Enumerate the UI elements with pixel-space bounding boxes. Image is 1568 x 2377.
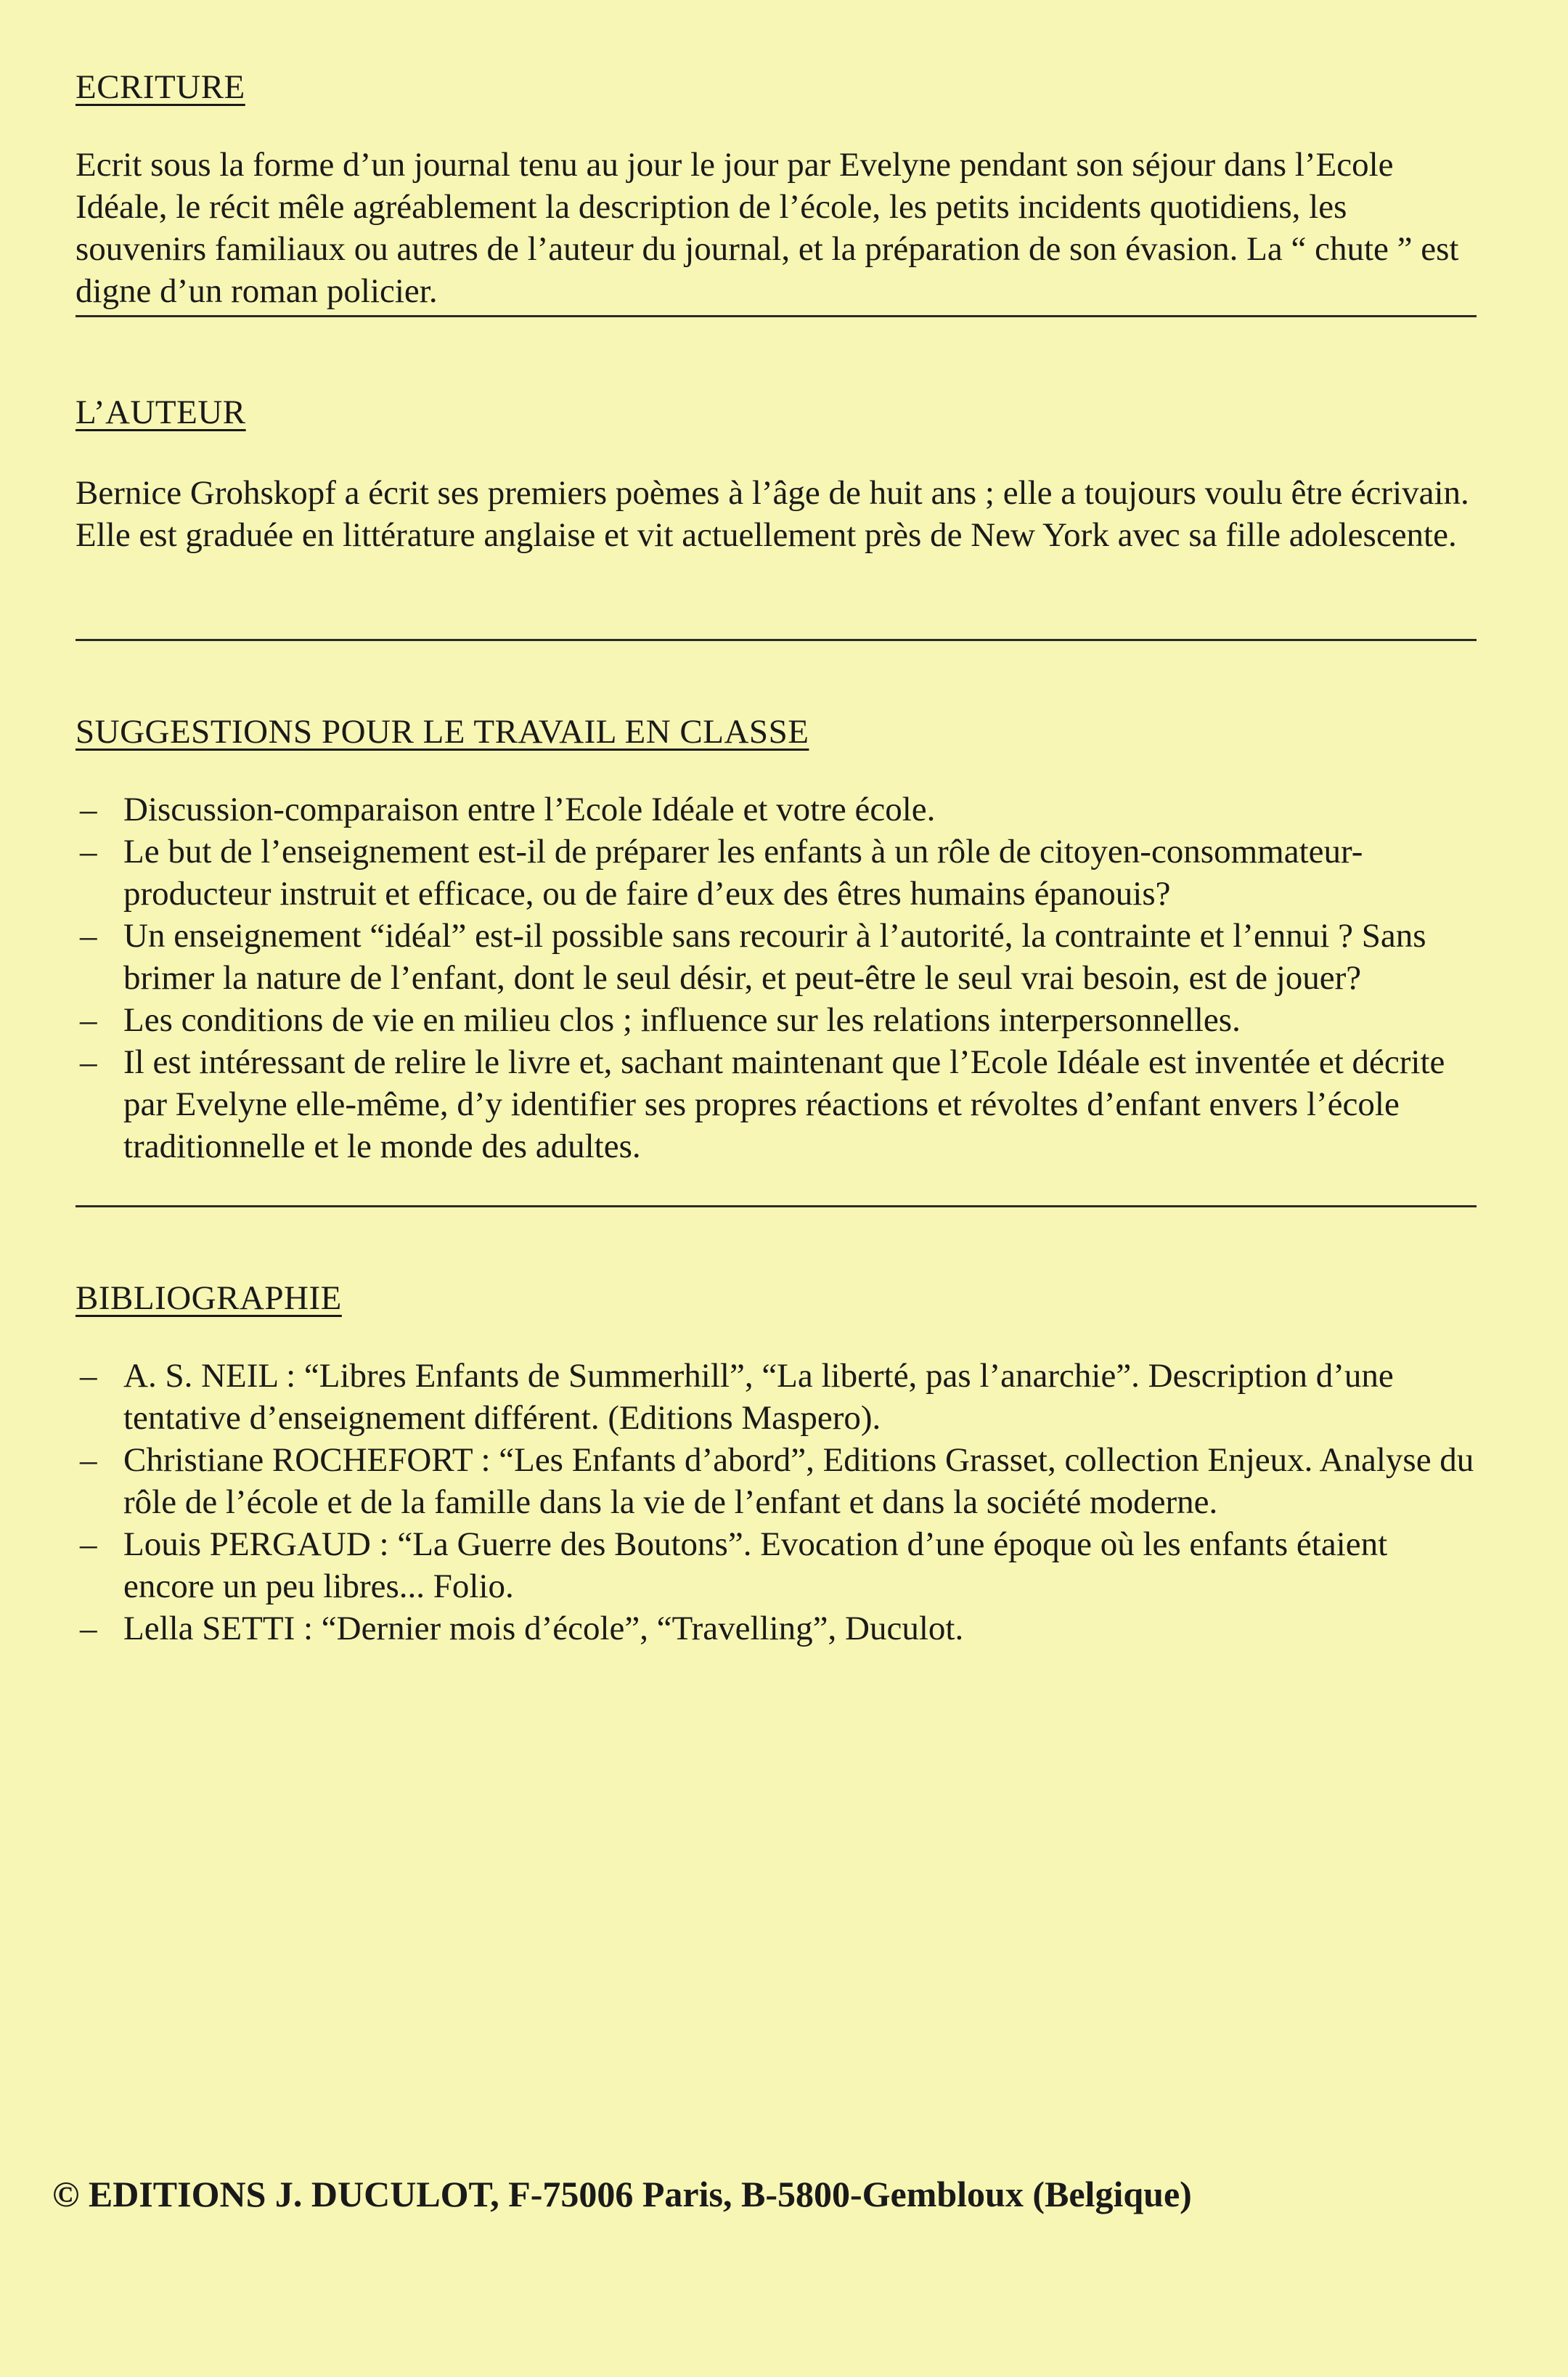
- list-item: – Il est intéressant de relire le livre et, sachant maintenant que l’Ecole Idéale est inventée et décrite par Evelyne elle-même, d’y identifier ses propres réactions et révoltes d’enfant envers l’école traditionnelle et le monde des adultes.: [75, 1041, 1477, 1167]
- publisher-footer: © EDITIONS J. DUCULOT, F-75006 Paris, B-5800-Gembloux (Belgique): [52, 2174, 1192, 2214]
- section-suggestions: [75, 712, 1477, 1167]
- section-ecriture: [75, 67, 1477, 312]
- section-heading-ecriture: ECRITURE: [75, 68, 245, 106]
- list-item: – Les conditions de vie en milieu clos ; influence sur les relations interpersonnelles.: [75, 999, 1477, 1041]
- ecriture-paragraph: Ecrit sous la forme d’un journal tenu au jour le jour par Evelyne pendant son séjour dans l’Ecole Idéale, le récit mêle agréablement la description de l’école, les petits incidents quotidiens, les souvenirs familiaux ou autres de l’auteur du journal, et la préparation de son évasion. La “ chute ” est digne d’un roman policier.: [75, 146, 1459, 310]
- auteur-paragraph-2: Elle est graduée en littérature anglaise et vit actuellement près de New York avec sa fille adolescente.: [75, 516, 1457, 554]
- list-item: – Le but de l’enseignement est-il de préparer les enfants à un rôle de citoyen-consommateur-producteur instruit et efficace, ou de faire d’eux des êtres humains épanouis?: [75, 831, 1477, 915]
- section-divider: [75, 315, 1477, 317]
- bibliography-list: [75, 1355, 1477, 1650]
- list-item: – Christiane ROCHEFORT : “Les Enfants d’abord”, Editions Grasset, collection Enjeux. Analyse du rôle de l’école et de la famille dans la vie de l’enfant et dans la société moderne.: [75, 1439, 1477, 1523]
- list-item: – Lella SETTI : “Dernier mois d’école”, “Travelling”, Duculot.: [75, 1607, 1477, 1650]
- suggestions-list: [75, 788, 1477, 1167]
- list-item: – Louis PERGAUD : “La Guerre des Boutons”. Evocation d’une époque où les enfants étaient encore un peu libres... Folio.: [75, 1523, 1477, 1607]
- list-item: – A. S. NEIL : “Libres Enfants de Summerhill”, “La liberté, pas l’anarchie”. Description d’une tentative d’enseignement différent. (Editions Maspero).: [75, 1355, 1477, 1439]
- section-bibliographie: [75, 1278, 1477, 1650]
- list-item: – Un enseignement “idéal” est-il possible sans recourir à l’autorité, la contrainte et l’ennui ? Sans brimer la nature de l’enfant, dont le seul désir, et peut-être le seul vrai besoin, est de jouer?: [75, 915, 1477, 999]
- section-heading-suggestions: SUGGESTIONS POUR LE TRAVAIL EN CLASSE: [75, 713, 809, 751]
- section-auteur: [75, 392, 1477, 556]
- section-divider: [75, 1205, 1477, 1207]
- section-heading-bibliographie: BIBLIOGRAPHIE: [75, 1279, 342, 1317]
- list-item: – Discussion-comparaison entre l’Ecole Idéale et votre école.: [75, 788, 1477, 831]
- auteur-paragraph-1: Bernice Grohskopf a écrit ses premiers poèmes à l’âge de huit ans ; elle a toujours voulu être écrivain.: [75, 474, 1469, 512]
- section-divider: [75, 639, 1477, 641]
- section-heading-auteur: L’AUTEUR: [75, 394, 246, 431]
